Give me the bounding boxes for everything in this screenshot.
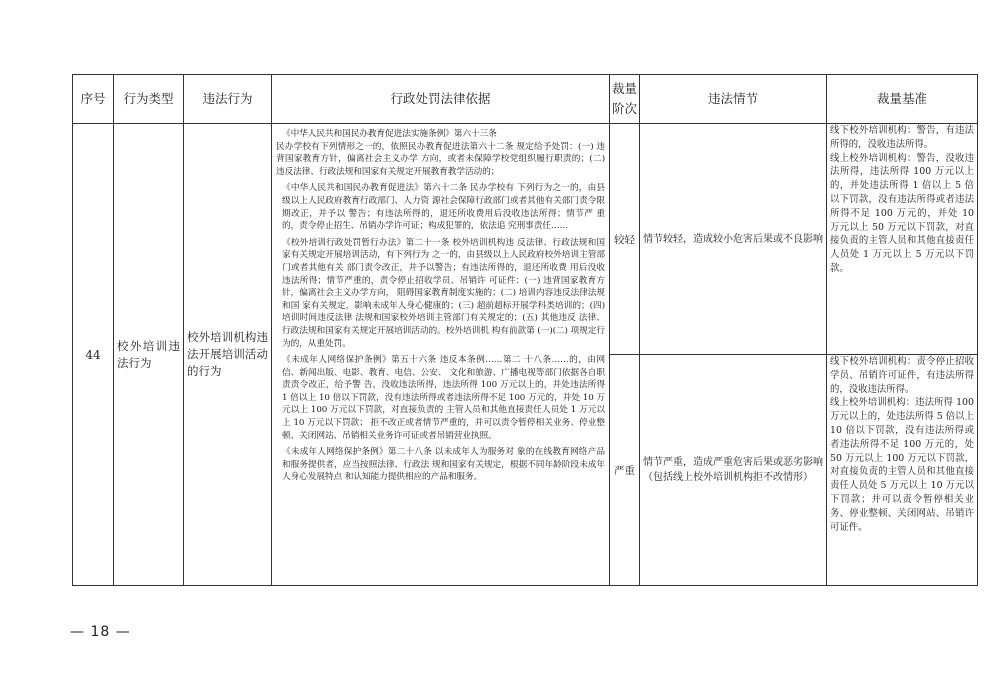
violation-behavior: 校外培训机构违法开展培训活动的行为	[184, 124, 272, 586]
level-severe: 严重	[610, 355, 640, 586]
legal-basis-text	[272, 124, 610, 586]
standard-severe	[827, 355, 978, 586]
law-paragraph: 《未成年人网络保护条例》第二十八条 以未成年人为服务对 象的在线教育网络产品和服务提供者，应当按照法律、行政法 规和国家有关规定，根据不同年龄阶段未成年人身心发展特点 和认知能力提供相应的产品和服务。	[282, 447, 605, 483]
header-no: 序号	[73, 75, 114, 124]
law-paragraph: 《中华人民共和国民办教育促进法》第六十二条 民办学校有 下列行为之一的，由县级以上人民政府教育行政部门、人力资 源社会保障行政部门或者其他有关部门责令限期改正，并予以 警告；有违法所得的，退还所收费用后没收违法所得；情节严 重的，责令停止招生、吊销办学许可证；构成犯罪的，依法追 究刑事责任……	[282, 183, 605, 232]
standard-offline: 线下校外培训机构：警告，有违法所得的，没收违法所得。	[830, 125, 974, 150]
level-minor: 较轻	[610, 124, 640, 355]
page-number: — 18 —	[70, 624, 131, 640]
law-paragraph: 《校外培训行政处罚暂行办法》第二十一条 校外培训机构违 反法律、行政法规和国家有关规定开展培训活动，有下列行为 之一的，由县级以上人民政府校外培训主管部门或者其他有关 部门责令改正，并予以警告；有违法所得的，退还所收费 用后没收违法所得；情节严重的，责令停止招收学员、吊销许 可证件：(一) 违背国家教育方针，偏离社会主义办学方向， 阻碍国家教育制度实施的；(二) 培训内容违反法律法规和国 家有关规定，影响未成年人身心健康的；(三) 超前超标开展学科类培训的；(四) 培训时间违反法律 法规和国家校外培训主管部门有关规定的；(五) 其他违反 法律、行政法规和国家有关规定开展培训活动的。校外培训机 构有前款第 (一)(二) 项规定行为的，从重处罚。	[282, 237, 605, 349]
circumstance-minor: 情节较轻，造成较小危害后果或不良影响	[640, 124, 827, 355]
table-header-row	[73, 75, 978, 124]
circumstance-severe: 情节严重，造成严重危害后果或恶劣影响（包括线上校外培训机构拒不改情形）	[640, 355, 827, 586]
standard-minor	[827, 124, 978, 355]
header-standard: 裁量基准	[827, 75, 978, 124]
standard-offline: 线下校外培训机构：责令停止招收学员、吊销许可证件，有违法所得的，没收违法所得。	[830, 356, 974, 395]
law-paragraph: 《未成年人网络保护条例》第五十六条 违反本条例……第二 十八条……的，由网信、新闻出版、电影、教育、电信、公安、 文化和旅游、广播电视等部门依据各自职责责令改正，给予警 告，没收违法所得，违法所得 100 万元以上的，并处违法所得 1 倍以上 10 倍以下罚款，没有违法所得或者违法所得不足 100 万元的，并处 10 万元以上 100 万元以下罚款，对直接负责的 主管人员和其他直接责任人员处 1 万元以上 10 万元以下罚款； 拒不改正或者情节严重的，并可以责令暂停相关业务、停业整 顿、关闭网站、吊销相关业务许可证或者吊销营业执照。	[282, 355, 605, 441]
table-row	[73, 124, 978, 355]
header-level: 裁量 阶次	[610, 75, 640, 124]
standard-online: 线上校外培训机构：违法所得 100 万元以上的，处违法所得 5 倍以上 10 倍以下罚款，没有违法所得或者违法所得不足 100 万元的，处 50 万元以上 100 万元以下罚款，对直接负责的主管人员和其他直接责任人员处 5 万元以上 10 万元以下罚款；并可以责令暂停相关业务、停业整顿、关闭网站、吊销许可证件。	[830, 397, 974, 533]
behavior-type: 校外培训违法行为	[114, 124, 184, 586]
header-violation: 违法行为	[184, 75, 272, 124]
header-legal-basis: 行政处罚法律依据	[272, 75, 610, 124]
row-number: 44	[73, 124, 114, 586]
header-type: 行为类型	[114, 75, 184, 124]
penalty-discretion-table	[72, 74, 978, 586]
standard-online: 线上校外培训机构：警告，没收违法所得，违法所得 100 万元以上的，并处违法所得 1 倍以上 5 倍以下罚款，没有违法所得或者违法所得不足 100 万元的，并处 10 万元以上 50 万元以下罚款，对直接负责的主管人员和其他直接责任人员处 1 万元以上 5 万元以下罚款。	[830, 152, 974, 274]
header-circumstance: 违法情节	[640, 75, 827, 124]
law-paragraph: 《中华人民共和国民办教育促进法实施条例》第六十三条	[282, 129, 497, 139]
law-paragraph: 民办学校有下列情形之一的，依照民办教育促进法第六十二条 规定给予处罚：(一) 违背国家教育方针，偏离社会主义办学 方向，或者未保障学校党组织履行职责的；(二) 违反法律、行政法规和国家有关规定开展教育教学活动的；	[276, 141, 605, 177]
